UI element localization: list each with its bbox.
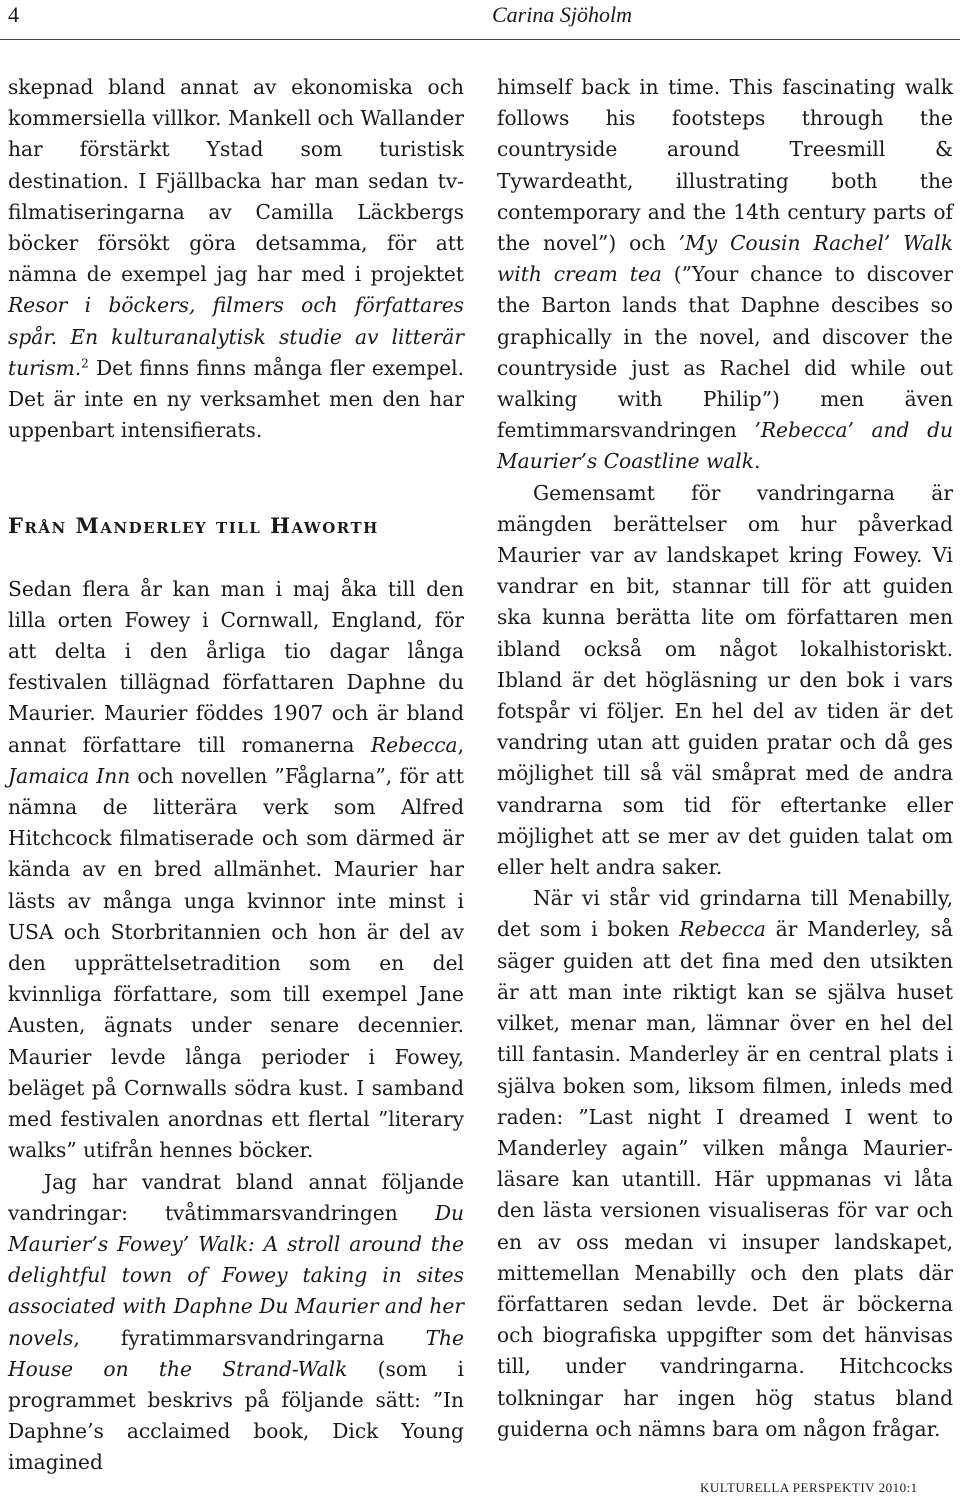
footnote-ref: 2	[81, 356, 89, 371]
paragraph-walks-cont: himself back in time. This fascinating walk follows his footsteps through the countryside around Treesmill & Tywardeatht, illustrating both the contemporary and the 14th century parts of the novel”) och ’My Cousin Rachel’ Walk with cream tea (”Your chance to discover the Barton lands that Daphne descibes so graphically in the novel, and discover the countryside just as Rachel did while out walking with Philip”) men även femtimmarsvandringen ’Rebecca’ and du Maurier’s Coastline walk.	[497, 75, 953, 474]
header-rule	[0, 39, 960, 40]
page-header	[0, 0, 960, 44]
paragraph-intro: skepnad bland annat av ekonomiska och kommersiella villkor. Mankell och Wallander har förstärkt Ystad som turistisk destination. I Fjällbacka har man sedan tv-filmatiseringarna av Camilla Läckbergs böcker försökt göra detsamma, för att nämna de exempel jag har med i projektet Resor i böckers, filmers och författares spår. En kulturanalytisk studie av litterär turism.$^2$ Det finns finns många fler exempel. Det är inte en ny verksamhet men den har uppenbart intensifierats.	[8, 75, 464, 443]
left-column	[8, 72, 464, 1479]
section-heading: Från Manderley till Haworth	[8, 513, 379, 539]
paragraph-festival: Sedan flera år kan man i maj åka till den lilla orten Fowey i Cornwall, England, för att delta i den årliga tio dagar långa festivalen tillägnad författaren Daphne du Maurier. Maurier föddes 1907 och är bland annat författare till romanerna Rebecca, Jamaica Inn och novellen ”Fåglarna”, för att nämna de litterära verk som Alfred Hitchcock filmatiserade och som därmed är kända av en bred allmänhet. Maurier har lästs av många unga kvinnor inte minst i USA och Storbritannien och hon är del av den upprättelsetradition som en del kvinnliga författare, som till exempel Jane Austen, ägnats under senare decennier. Maurier levde långa perioder i Fowey, beläget på Cornwalls södra kust. I samband med festivalen anordnas ett flertal ”literary walks” utifrån hennes böcker.	[8, 576, 464, 1163]
running-title: Carina Sjöholm	[492, 2, 632, 27]
page-number: 4	[8, 2, 19, 27]
paragraph-common: Gemensamt för vandringarna är mängden berättelser om hur påverkad Maurier var av landskapet kring Fowey. Vi vandrar en bit, stannar till för att guiden ska kunna berätta lite om författaren men ibland också om något lokalhistoriskt. Ibland är det högläsning ur den bok i vars fotspår vi följer. En hel del av tiden är det vandring utan att guiden pratar och då ges möjlighet till så väl småprat med de andra vandrarna som tid för eftertanke eller möjlighet att se mer av det guiden talat om eller helt andra saker.	[497, 480, 953, 880]
journal-footer: KULTURELLA PERSPEKTIV 2010:1	[700, 1480, 918, 1495]
right-column	[497, 72, 953, 1445]
paragraph-menabilly: När vi står vid grindarna till Menabilly, det som i boken Rebecca är Manderley, så säger guiden att det fina med den utsikten är att man inte riktigt kan se själva huset vilket, menar man, lämnar över en hel del till fantasin. Manderley är en central plats i själva boken som, liksom filmen, inleds med raden: ”Last night I dreamed I went to Manderley again” vilken många Maurier-läsare kan utantill. Här uppmanas vi låta den lästa versionen visualiseras för var och en av oss medan vi insuper landskapet, mittemellan Menabilly och den plats där författaren sedan levde. Det är böckerna och biografiska uppgifter som det hänvisas till, under vandringarna. Hitchcocks tolkningar har ingen hög status bland guiderna och nämns bara om någon frågar.	[497, 886, 953, 1441]
paragraph-walks: Jag har vandrat bland annat följande vandringar: tvåtimmarsvandringen Du Maurier’s Fowey’ Walk: A stroll around the delightful town of Fowey taking in sites associated with Daphne Du Maurier and her novels, fyratimmarsvandringarna The House on the Strand-Walk (som i programmet beskrivs på följande sätt: ”In Daphne’s acclaimed book, Dick Young imagined	[8, 1169, 464, 1475]
